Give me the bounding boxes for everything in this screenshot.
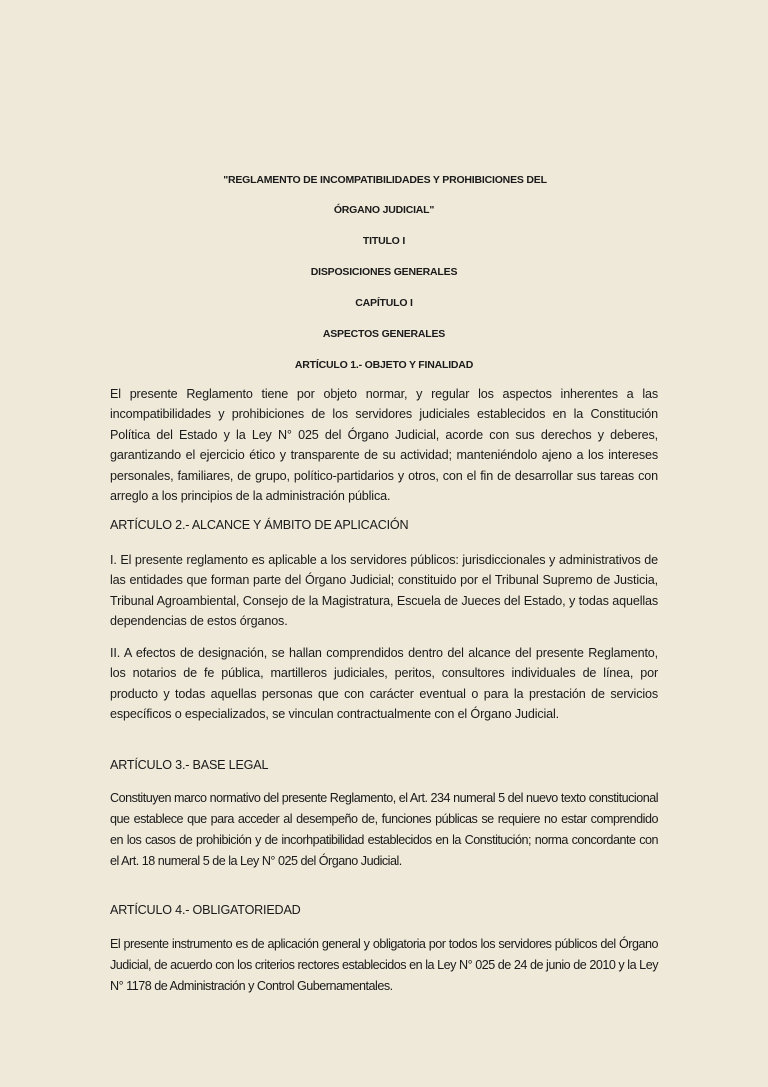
articulo-3-heading: ARTÍCULO 3.- BASE LEGAL <box>110 758 269 772</box>
articulo-4-text: El presente instrumento es de aplicación general y obligatoria por todos los servidores públicos del Órgano Judicial, de acuerdo con los criterios rectores establecidos en la Ley N° 025 de 24 de junio de 2010 y la Ley N° 1178 de Administración y Control Gubernamentales. <box>110 937 658 993</box>
document-title-line-1: "REGLAMENTO DE INCOMPATIBILIDADES Y PROHIBICIONES DEL <box>223 174 547 186</box>
articulo-1-heading: ARTÍCULO 1.- OBJETO Y FINALIDAD <box>294 359 474 371</box>
titulo-heading: TITULO I <box>362 235 406 247</box>
articulo-2-paragraph-2: II. A efectos de designación, se hallan comprendidos dentro del alcance del presente Reglamento, los notarios de fe pública, martilleros judiciales, peritos, consultores individuales de línea, por producto y todas aquellas personas que con carácter eventual o para la prestación de servicios específicos o especializados, se vinculan contractualmente con el Órgano Judicial. <box>110 646 658 722</box>
articulo-2-heading: ARTÍCULO 2.- ALCANCE Y ÁMBITO DE APLICACIÓN <box>110 518 409 532</box>
articulo-4-heading: ARTÍCULO 4.- OBLIGATORIEDAD <box>110 903 301 917</box>
articulo-1-text: El presente Reglamento tiene por objeto normar, y regular los aspectos inherentes a las incompatibilidades y prohibiciones de los servidores judiciales establecidos en la Constitución Política del Estado y la Ley N° 025 del Órgano Judicial, acorde con sus derechos y deberes, garantizando el ejercicio ético y transparente de su actividad; manteniéndolo ajeno a los intereses personales, familiares, de grupo, político-partidarios y otros, con el fin de desarrollar sus tareas con arreglo a los principios de la administración pública. <box>110 387 658 504</box>
document-title-line-2: ÓRGANO JUDICIAL" <box>333 204 435 216</box>
aspectos-heading: ASPECTOS GENERALES <box>322 328 446 340</box>
disposiciones-heading: DISPOSICIONES GENERALES <box>310 266 458 278</box>
capitulo-heading: CAPÍTULO I <box>355 297 413 309</box>
articulo-3-text: Constituyen marco normativo del presente Reglamento, el Art. 234 numeral 5 del nuevo texto constitucional que establece que para acceder al desempeño de, funciones públicas se requiere no estar comprendido en los casos de prohibición y de incorhpatibilidad establecidos en la Constitución; norma concordante con el Art. 18 numeral 5 de la Ley N° 025 del Órgano Judicial. <box>110 791 658 868</box>
articulo-2-paragraph-1: I. El presente reglamento es aplicable a los servidores públicos: jurisdiccionales y administrativos de las entidades que forman parte del Órgano Judicial; constituido por el Tribunal Supremo de Justicia, Tribunal Agroambiental, Consejo de la Magistratura, Escuela de Jueces del Estado, y todas aquellas dependencias de estos órganos. <box>110 553 658 629</box>
